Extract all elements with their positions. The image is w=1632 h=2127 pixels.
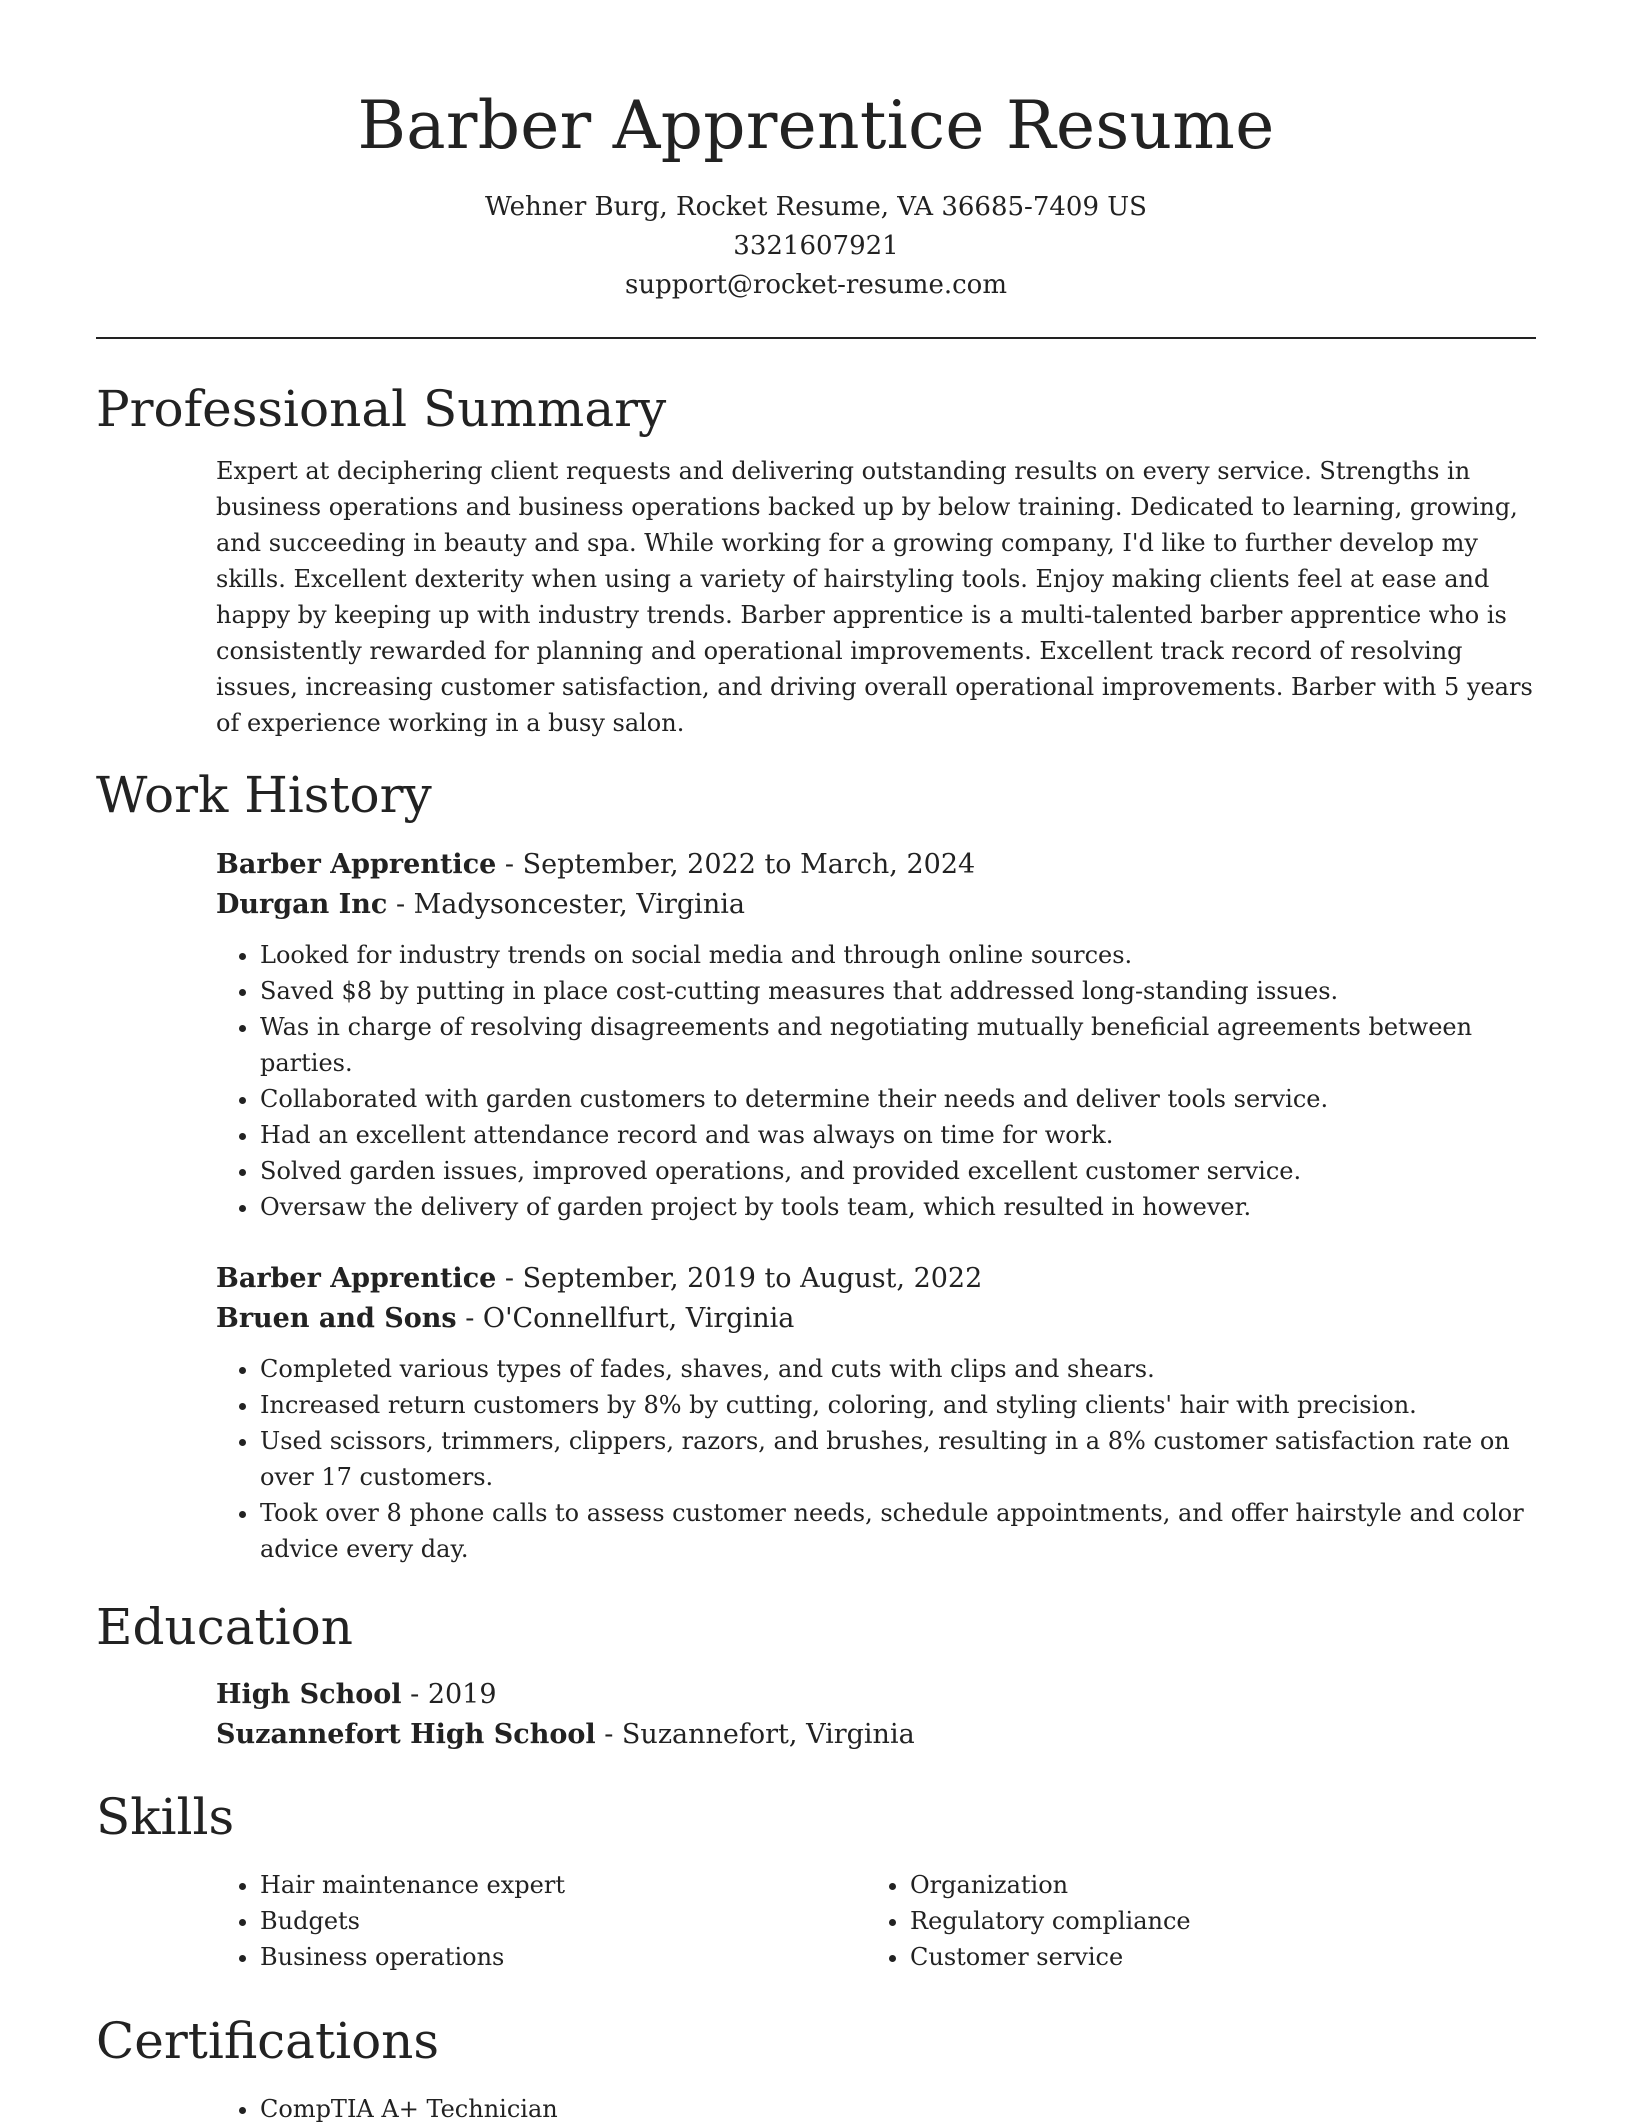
contact-block xyxy=(96,188,1536,305)
list-item: • Took over 8 phone calls to assess customer needs, schedule appointments, and offer hairstyle and color advice every day. xyxy=(260,1495,1536,1567)
skill-item: • Hair maintenance expert xyxy=(260,1867,866,1903)
education-year: - 2019 xyxy=(401,1679,497,1710)
contact-address: Wehner Burg, Rocket Resume, VA 36685-7409 US xyxy=(485,192,1147,222)
certification-item: • CompTIA A+ Technician xyxy=(260,2091,1536,2127)
job-entry xyxy=(216,1259,1536,1567)
job-duties-list xyxy=(216,1351,1536,1567)
list-item: • Completed various types of fades, shaves, and cuts with clips and shears. xyxy=(260,1351,1536,1387)
job-location: - Madysoncester, Virginia xyxy=(387,889,745,920)
job-duties-list xyxy=(216,937,1536,1225)
summary-text: Expert at deciphering client requests and delivering outstanding results on every service. Strengths in business operations and business operations backed up by below training. Dedicated to learning, growing, and succeeding in beauty and spa. While working for a growing company, I'd like to further develop my skills. Excellent dexterity when using a variety of hairstyling tools. Enjoy making clients feel at ease and happy by keeping up with industry trends. Barber apprentice is a multi-talented barber apprentice who is consistently rewarded for planning and operational improvements. Excellent track record of resolving issues, increasing customer satisfaction, and driving overall operational improvements. Barber with 5 years of experience working in a busy salon. xyxy=(216,457,1533,737)
job-company-line xyxy=(216,885,1536,925)
certifications-list xyxy=(216,2091,1536,2127)
education-location: - Suzannefort, Virginia xyxy=(595,1719,915,1750)
education-heading: Education xyxy=(96,1598,353,1656)
list-item: • Was in charge of resolving disagreements and negotiating mutually beneficial agreements between parties. xyxy=(260,1009,1536,1081)
list-item: • Collaborated with garden customers to determine their needs and deliver tools service. xyxy=(260,1081,1536,1117)
education-entry xyxy=(216,1675,1536,1755)
resume-title: Barber Apprentice Resume xyxy=(357,87,1275,164)
certifications-body xyxy=(216,2091,1536,2127)
job-company: Durgan Inc xyxy=(216,889,388,920)
skills-column-right xyxy=(866,1867,1516,1975)
skills-column-left xyxy=(216,1867,866,1975)
job-title: Barber Apprentice xyxy=(216,849,497,880)
education-degree-line xyxy=(216,1675,1536,1715)
header-divider xyxy=(96,337,1536,339)
certifications-heading: Certifications xyxy=(96,2012,440,2070)
list-item: • Used scissors, trimmers, clippers, razors, and brushes, resulting in a 8% customer satisfaction rate on over 17 customers. xyxy=(260,1423,1536,1495)
list-item: • Saved $8 by putting in place cost-cutting measures that addressed long-standing issues. xyxy=(260,973,1536,1009)
skills-list-left xyxy=(216,1867,866,1975)
contact-email: support@rocket-resume.com xyxy=(624,270,1007,300)
skills-heading: Skills xyxy=(96,1788,235,1846)
contact-phone: 3321607921 xyxy=(733,231,899,261)
skills-grid xyxy=(216,1867,1536,1975)
list-item: • Had an excellent attendance record and was always on time for work. xyxy=(260,1117,1536,1153)
skill-item: • Business operations xyxy=(260,1939,866,1975)
job-title: Barber Apprentice xyxy=(216,1263,497,1294)
job-dates: - September, 2022 to March, 2024 xyxy=(496,849,976,880)
list-item: • Oversaw the delivery of garden project by tools team, which resulted in however. xyxy=(260,1189,1536,1225)
work-history-body xyxy=(216,845,1536,1567)
resume-page xyxy=(96,0,1536,2127)
education-school: Suzannefort High School xyxy=(216,1719,596,1750)
list-item: • Looked for industry trends on social media and through online sources. xyxy=(260,937,1536,973)
skill-item: • Budgets xyxy=(260,1903,866,1939)
work-history-heading: Work History xyxy=(96,766,432,824)
summary-heading: Professional Summary xyxy=(96,380,667,438)
job-company-line xyxy=(216,1299,1536,1339)
job-location: - O'Connellfurt, Virginia xyxy=(456,1303,795,1334)
skill-item: • Regulatory compliance xyxy=(910,1903,1516,1939)
job-entry xyxy=(216,845,1536,1225)
job-dates: - September, 2019 to August, 2022 xyxy=(496,1263,983,1294)
education-degree: High School xyxy=(216,1679,402,1710)
education-school-line xyxy=(216,1715,1536,1755)
job-title-line xyxy=(216,1259,1536,1299)
job-company: Bruen and Sons xyxy=(216,1303,457,1334)
job-title-line xyxy=(216,845,1536,885)
skill-item: • Organization xyxy=(910,1867,1516,1903)
list-item: • Increased return customers by 8% by cutting, coloring, and styling clients' hair with precision. xyxy=(260,1387,1536,1423)
list-item: • Solved garden issues, improved operations, and provided excellent customer service. xyxy=(260,1153,1536,1189)
skills-list-right xyxy=(866,1867,1516,1975)
skill-item: • Customer service xyxy=(910,1939,1516,1975)
